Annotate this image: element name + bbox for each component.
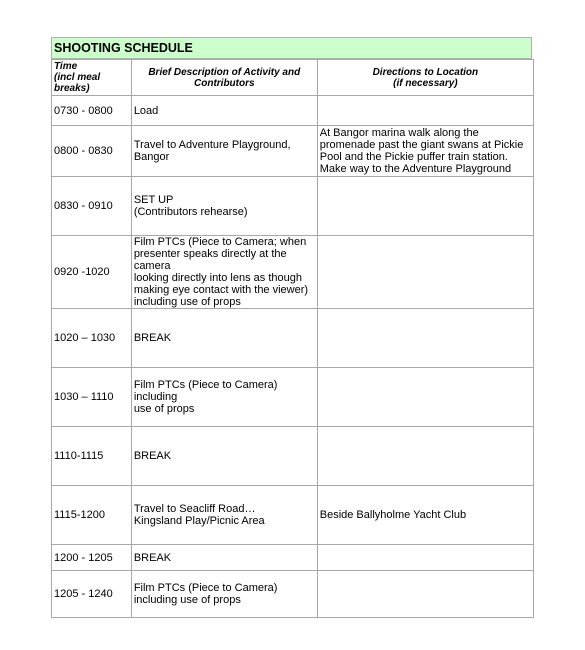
time-cell: 0730 - 0800	[52, 96, 132, 126]
table-row	[52, 236, 534, 309]
table-row	[52, 177, 534, 236]
description-cell: BREAK	[131, 545, 317, 571]
time-header: Time (incl meal breaks)	[52, 60, 132, 96]
time-cell: 1205 - 1240	[52, 571, 132, 618]
table-row	[52, 309, 534, 368]
table-row	[52, 96, 534, 126]
header-row	[52, 60, 534, 96]
directions-cell: Beside Ballyholme Yacht Club	[317, 486, 533, 545]
schedule-title: SHOOTING SCHEDULE	[51, 37, 532, 59]
schedule-table	[51, 59, 534, 618]
directions-cell	[317, 368, 533, 427]
table-row	[52, 571, 534, 618]
description-cell: SET UP (Contributors rehearse)	[131, 177, 317, 236]
table-row	[52, 427, 534, 486]
description-cell: Load	[131, 96, 317, 126]
directions-cell: At Bangor marina walk along the promenade past the giant swans at Pickie Pool and the Pickie puffer train station. Make way to the Adventure Playground	[317, 126, 533, 177]
table-row	[52, 486, 534, 545]
description-cell: BREAK	[131, 309, 317, 368]
directions-cell	[317, 545, 533, 571]
directions-header: Directions to Location (if necessary)	[317, 60, 533, 96]
description-header: Brief Description of Activity and Contributors	[131, 60, 317, 96]
time-cell: 1110-1115	[52, 427, 132, 486]
directions-cell	[317, 96, 533, 126]
description-cell: Film PTCs (Piece to Camera) including use of props	[131, 368, 317, 427]
table-row	[52, 545, 534, 571]
directions-cell	[317, 236, 533, 309]
time-cell: 1115-1200	[52, 486, 132, 545]
directions-cell	[317, 177, 533, 236]
description-cell: Film PTCs (Piece to Camera; when presenter speaks directly at the camera looking directly into lens as though making eye contact with the viewer) including use of props	[131, 236, 317, 309]
directions-cell	[317, 571, 533, 618]
time-cell: 0920 -1020	[52, 236, 132, 309]
time-cell: 1200 - 1205	[52, 545, 132, 571]
directions-cell	[317, 309, 533, 368]
table-row	[52, 126, 534, 177]
directions-cell	[317, 427, 533, 486]
time-cell: 1030 – 1110	[52, 368, 132, 427]
time-cell: 0800 - 0830	[52, 126, 132, 177]
description-cell: Travel to Adventure Playground, Bangor	[131, 126, 317, 177]
time-cell: 0830 - 0910	[52, 177, 132, 236]
table-row	[52, 368, 534, 427]
description-cell: Film PTCs (Piece to Camera) including use of props	[131, 571, 317, 618]
time-cell: 1020 – 1030	[52, 309, 132, 368]
description-cell: BREAK	[131, 427, 317, 486]
description-cell: Travel to Seacliff Road… Kingsland Play/Picnic Area	[131, 486, 317, 545]
